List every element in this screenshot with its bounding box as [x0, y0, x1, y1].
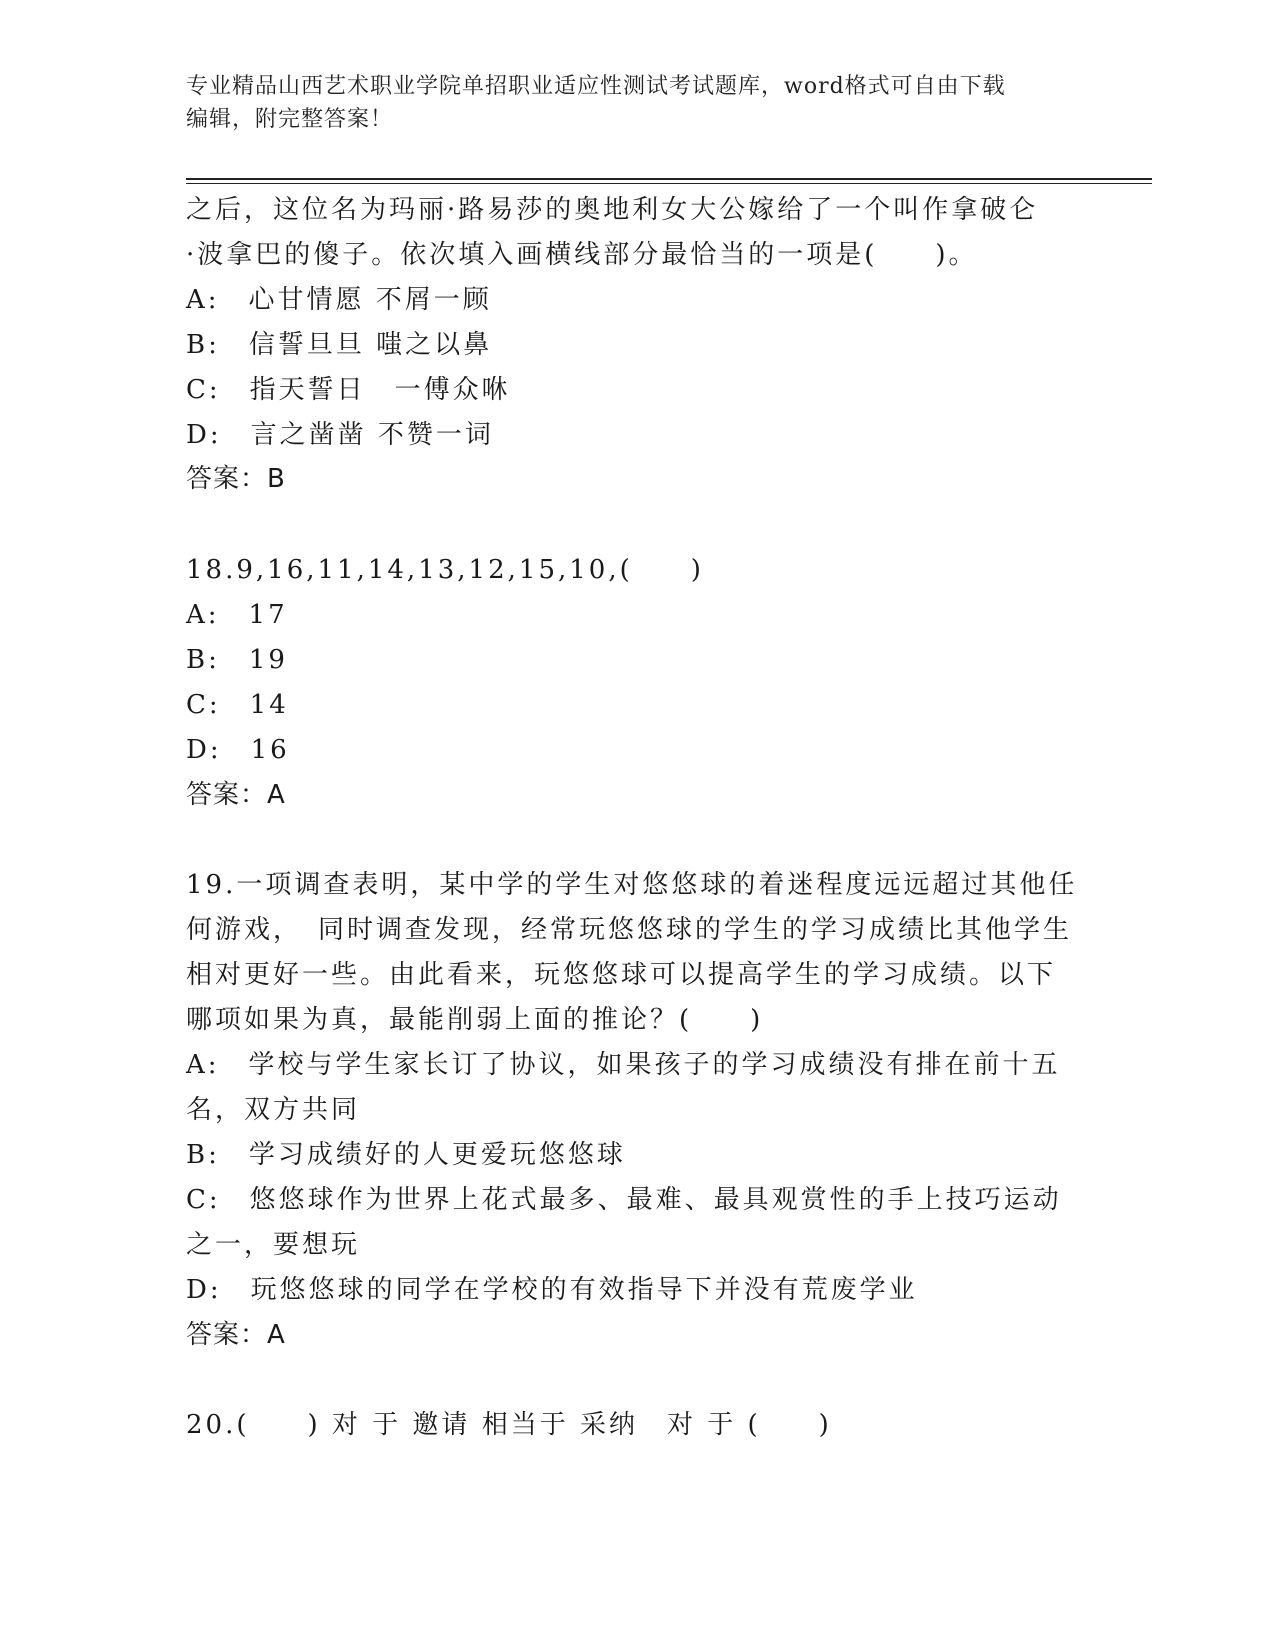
q17-option-d: D: 言之凿凿 不赞一词 [186, 420, 494, 450]
header-line-1: 专业精品山西艺术职业学院单招职业适应性测试考试题库，word格式可自由下载 [186, 74, 1006, 99]
q20-stem: 20.( ) 对 于 邀请 相当于 采纳 对 于 ( ) [186, 1410, 832, 1440]
q17-answer: 答案：B [186, 464, 286, 494]
q19-option-a-line-1: A: 学校与学生家长订了协议，如果孩子的学习成绩没有排在前十五 [186, 1050, 1061, 1080]
q18-option-c: C: 14 [186, 690, 289, 720]
q19-stem-line-4: 哪项如果为真，最能削弱上面的推论？( ) [186, 1005, 764, 1035]
q18-option-a: A: 17 [186, 600, 288, 630]
q18-option-b: B: 19 [186, 645, 288, 675]
header-rule-thick [186, 178, 1152, 180]
q19-stem-line-3: 相对更好一些。由此看来，玩悠悠球可以提高学生的学习成绩。以下 [186, 960, 1057, 990]
q19-option-c-line-2: 之一，要想玩 [186, 1230, 361, 1260]
q17-option-a: A: 心甘情愿 不屑一顾 [186, 285, 492, 315]
q19-option-c-line-1: C: 悠悠球作为世界上花式最多、最难、最具观赏性的手上技巧运动 [186, 1185, 1062, 1215]
q19-stem-line-1: 19.一项调查表明，某中学的学生对悠悠球的着迷程度远远超过其他任 [186, 870, 1078, 900]
q18-stem: 18.9,16,11,14,13,12,15,10,( ) [186, 555, 704, 585]
q18-answer: 答案：A [186, 780, 286, 810]
q18-option-d: D: 16 [186, 735, 290, 765]
q19-option-d: D: 玩悠悠球的同学在学校的有效指导下并没有荒废学业 [186, 1275, 918, 1305]
q19-answer: 答案：A [186, 1320, 286, 1350]
q17-option-b: B: 信誓旦旦 嗤之以鼻 [186, 330, 493, 360]
q19-option-b: B: 学习成绩好的人更爱玩悠悠球 [186, 1140, 626, 1170]
page-header [186, 70, 1066, 136]
header-line-2: 编辑，附完整答案！ [186, 107, 394, 132]
q19-option-a-line-2: 名，双方共同 [186, 1095, 361, 1125]
q17-stem-line-2: ·波拿巴的傻子。依次填入画横线部分最恰当的一项是( )。 [186, 240, 978, 270]
q19-stem-line-2: 何游戏， 同时调查发现，经常玩悠悠球的学生的学习成绩比其他学生 [186, 915, 1073, 945]
q17-option-c: C: 指天誓日 一傅众咻 [186, 375, 511, 405]
header-rule-thin [186, 183, 1152, 184]
q17-stem-line-1: 之后，这位名为玛丽·路易莎的奥地利女大公嫁给了一个叫作拿破仑 [186, 195, 1039, 225]
